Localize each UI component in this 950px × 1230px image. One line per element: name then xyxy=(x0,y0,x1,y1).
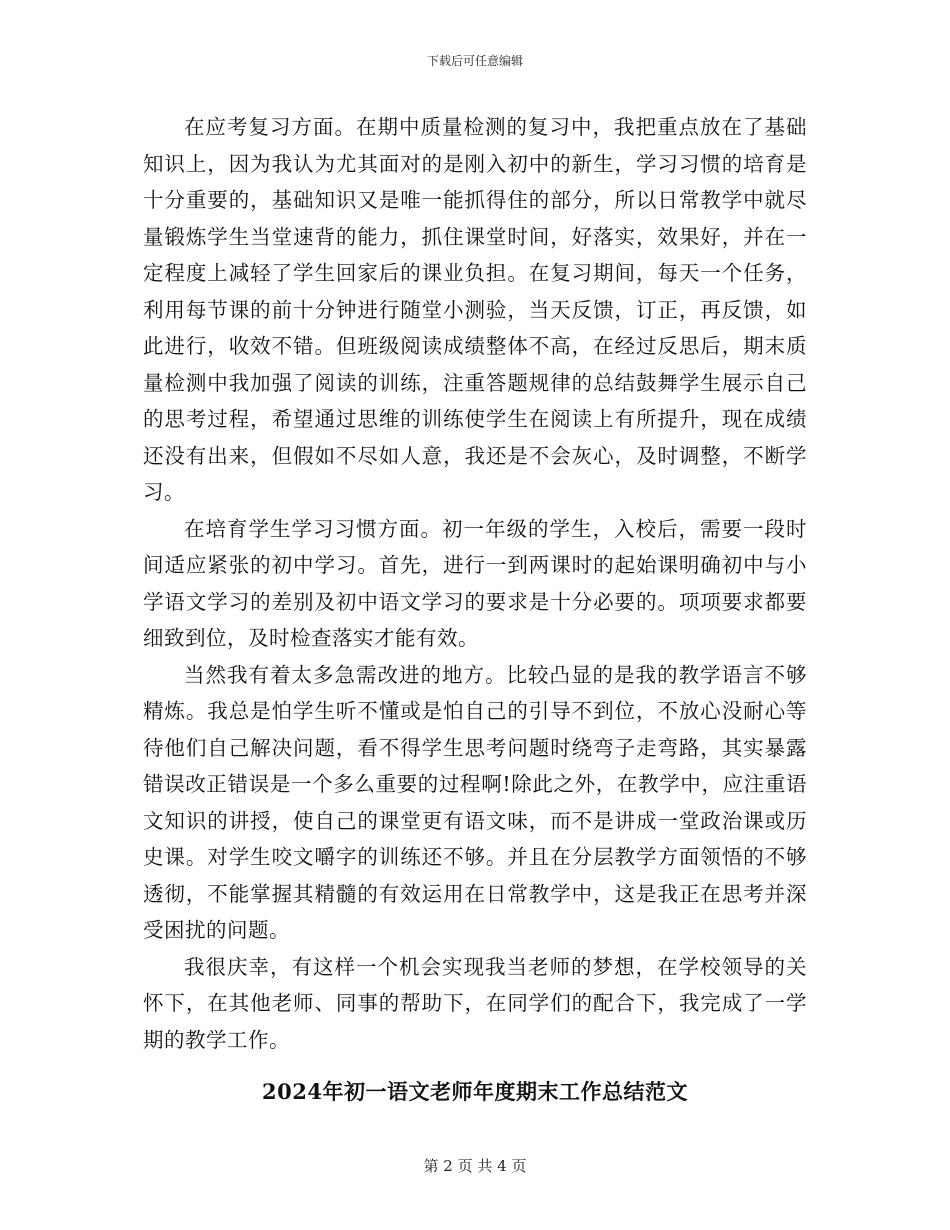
document-title: 2024年初一语文老师年度期末工作总结范文 xyxy=(262,1079,688,1104)
paragraph-improvements: 当然我有着太多急需改进的地方。比较凸显的是我的教学语言不够精炼。我总是怕学生听不懂或是怕自己的引导不到位，不放心没耐心等待他们自己解决问题，看不得学生思考问题时绕弯子走弯路，其实暴露错误改正错误是一个多么重要的过程啊!除此之外，在教学中，应注重语文知识的讲授，使自己的课堂更有语文味，而不是讲成一堂政治课或历史课。对学生咬文嚼字的训练还不够。并且在分层教学方面领悟的不够透彻，不能掌握其精髓的有效运用在日常教学中，这是我正在思考并深受困扰的问题。 xyxy=(143,662,807,942)
page-footer: 第 2 页 共 4 页 xyxy=(423,1157,527,1175)
document-body xyxy=(143,109,807,1058)
paragraph-exam-review: 在应考复习方面。在期中质量检测的复习中，我把重点放在了基础知识上，因为我认为尤其面对的是刚入初中的新生，学习习惯的培育是十分重要的，基础知识又是唯一能抓得住的部分，所以日常教学中就尽量锻炼学生当堂速背的能力，抓住课堂时间，好落实，效果好，并在一定程度上减轻了学生回家后的课业负担。在复习期间，每天一个任务，利用每节课的前十分钟进行随堂小测验，当天反馈，订正，再反馈，如此进行，收效不错。但班级阅读成绩整体不高，在经过反思后，期末质量检测中我加强了阅读的训练，注重答题规律的总结鼓舞学生展示自己的思考过程，希望通过思维的训练使学生在阅读上有所提升，现在成绩还没有出来，但假如不尽如人意，我还是不会灰心，及时调整，不断学习。 xyxy=(143,115,807,504)
page-header: 下载后可任意编辑 xyxy=(426,54,523,68)
paragraph-study-habits: 在培育学生学习习惯方面。初一年级的学生，入校后，需要一段时间适应紧张的初中学习。首先，进行一到两课时的起始课明确初中与小学语文学习的差别及初中语文学习的要求是十分必要的。项项要求都要细致到位，及时检查落实才能有效。 xyxy=(143,516,807,650)
paragraph-conclusion: 我很庆幸，有这样一个机会实现我当老师的梦想，在学校领导的关怀下，在其他老师、同事的帮助下，在同学们的配合下，我完成了一学期的教学工作。 xyxy=(143,954,807,1052)
